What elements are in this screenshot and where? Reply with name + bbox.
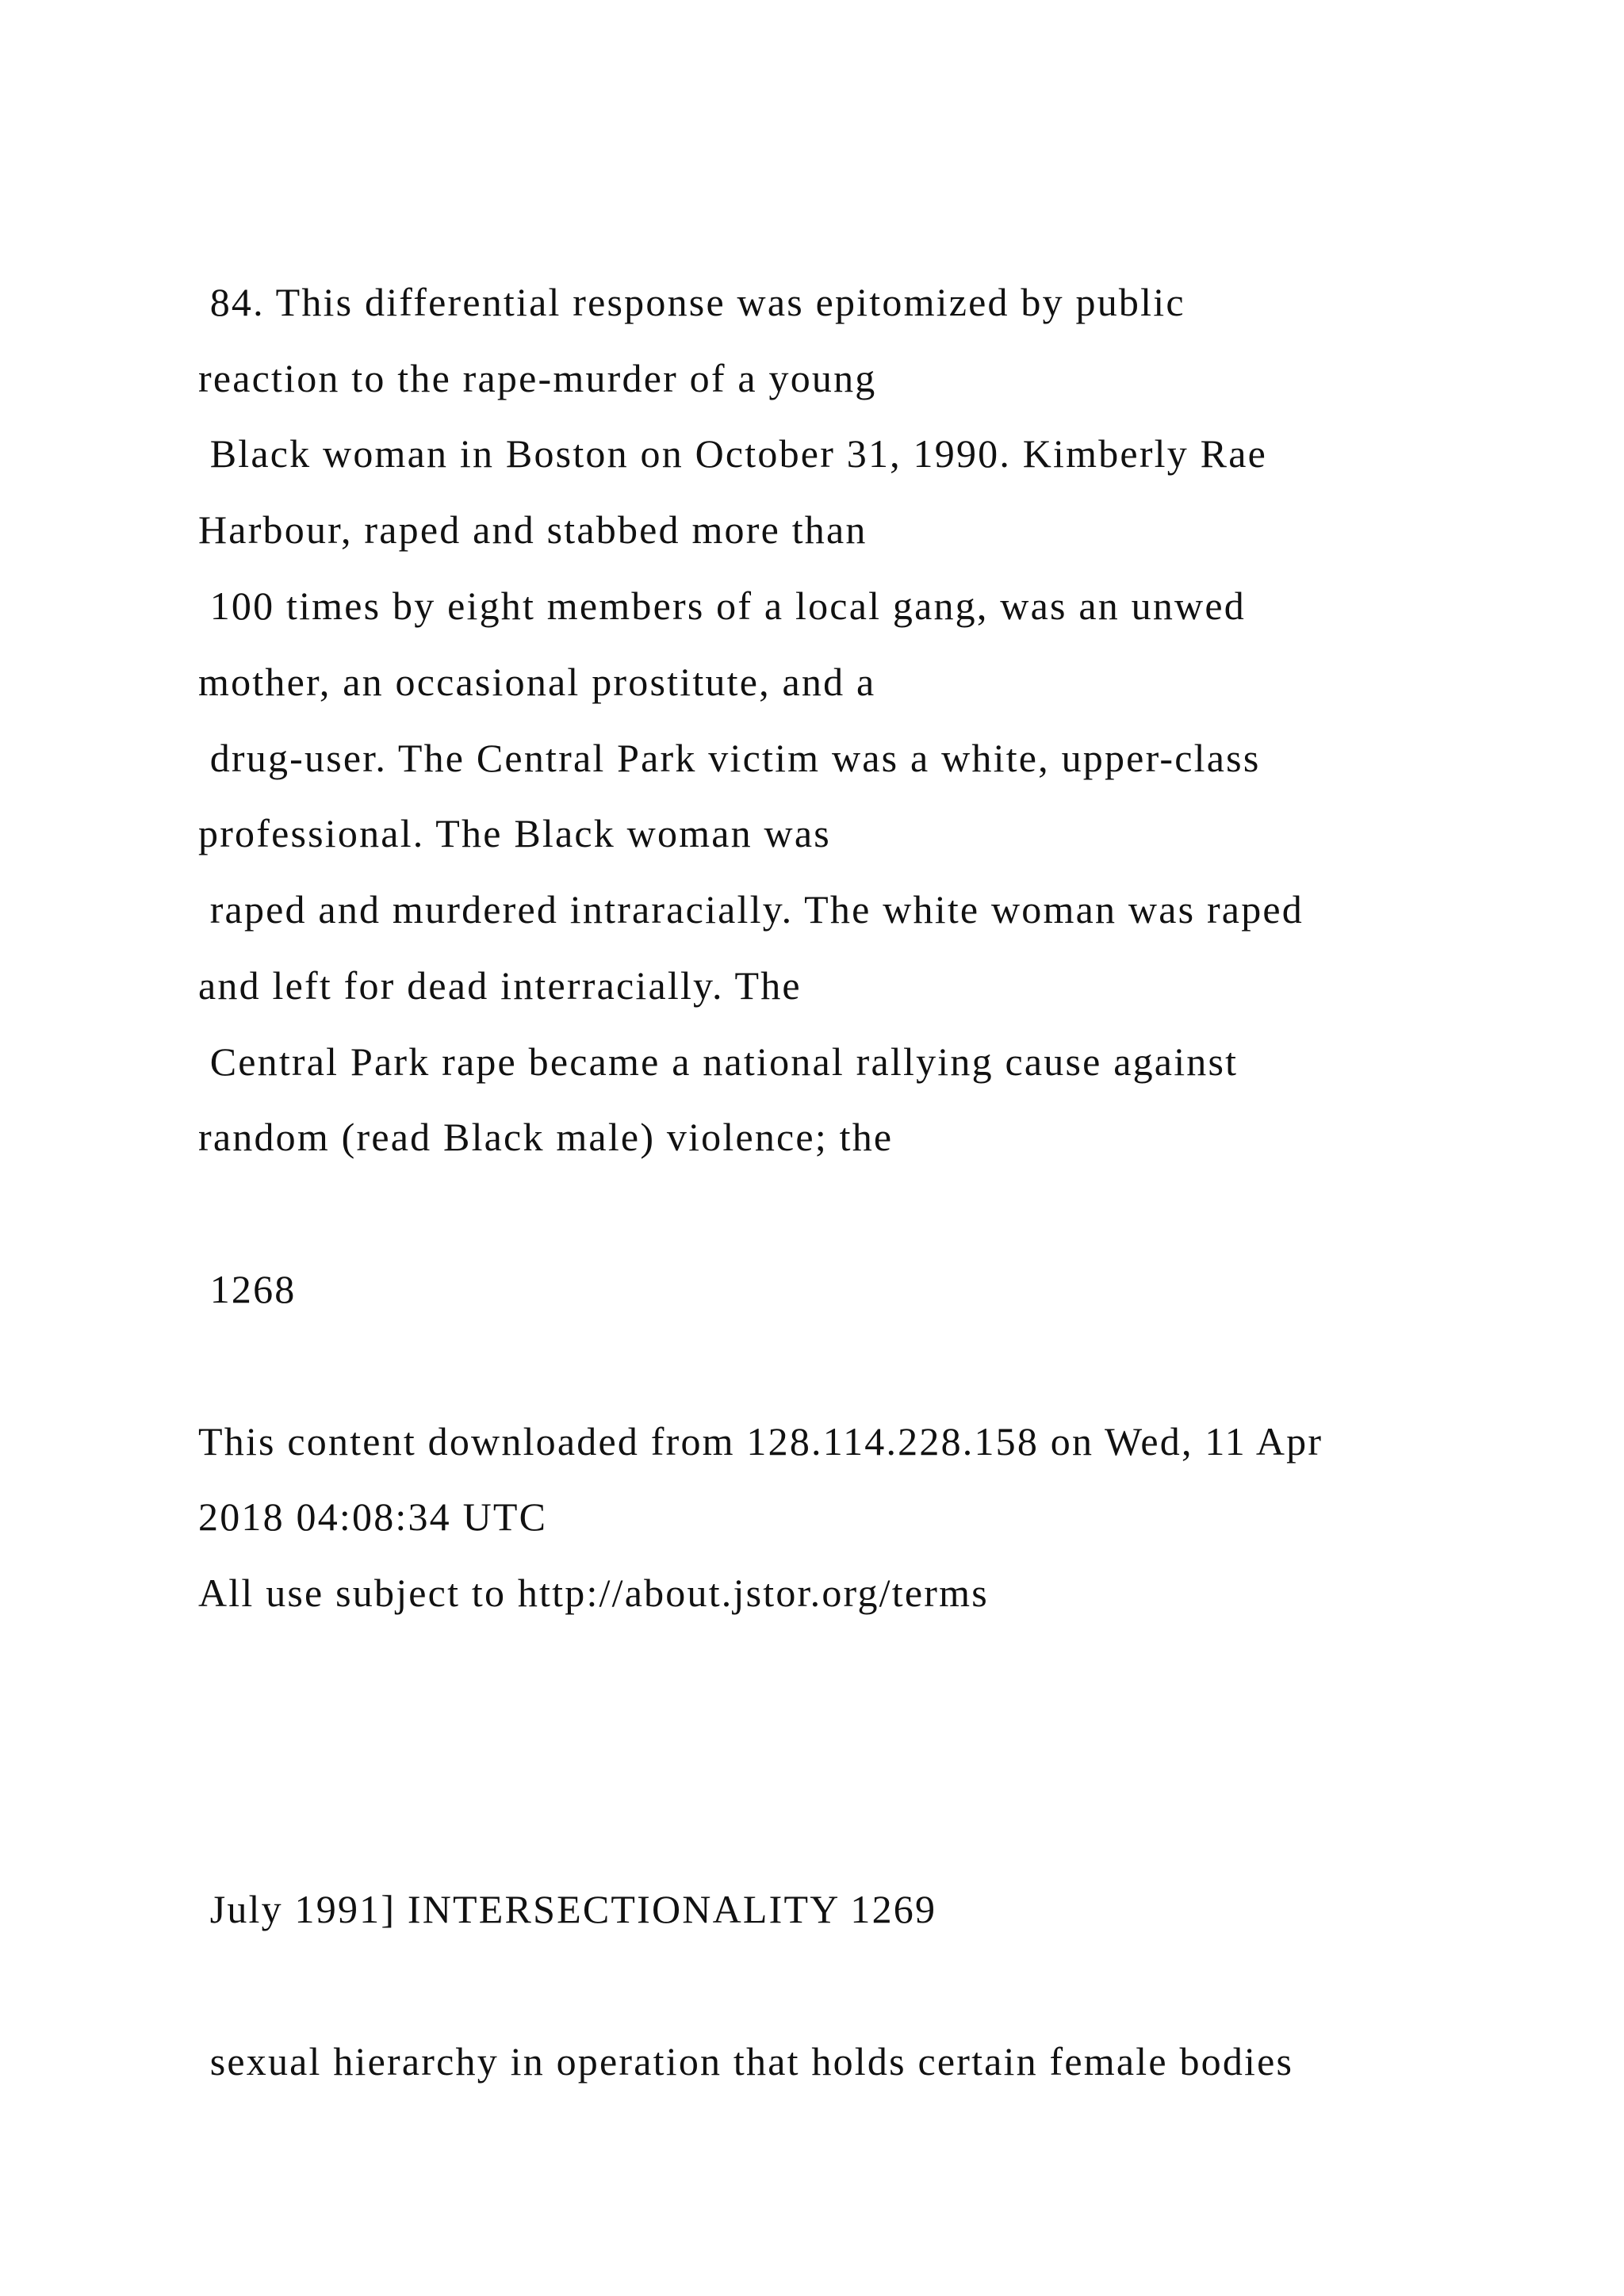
footnote-line: and left for dead interracially. The [198, 963, 802, 1008]
footnote-line: 100 times by eight members of a local gang, was an unwed [198, 584, 1246, 628]
page-number: 1268 [198, 1267, 297, 1311]
footnote-line: raped and murdered intraracially. The white woman was raped [198, 887, 1304, 932]
terms-notice-line: All use subject to http://about.jstor.org/terms [198, 1571, 989, 1615]
footnote-line: random (read Black male) violence; the [198, 1115, 894, 1159]
download-notice-line: 2018 04:08:34 UTC [198, 1494, 548, 1539]
footnote-line: Black woman in Boston on October 31, 1990. Kimberly Rae [198, 431, 1268, 476]
footnote-line: mother, an occasional prostitute, and a [198, 660, 876, 704]
footnote-line: 84. This differential response was epitomized by public [198, 280, 1185, 324]
download-notice-line: This content downloaded from 128.114.228.158 on Wed, 11 Apr [198, 1419, 1323, 1464]
footnote-line: reaction to the rape-murder of a young [198, 356, 877, 400]
running-header: July 1991] INTERSECTIONALITY 1269 [198, 1887, 937, 1931]
footnote-line: Central Park rape became a national rallying cause against [198, 1039, 1239, 1084]
footnote-line: professional. The Black woman was [198, 811, 831, 855]
footnote-line: drug-user. The Central Park victim was a white, upper-class [198, 736, 1261, 780]
footnote-line: Harbour, raped and stabbed more than [198, 507, 868, 552]
body-text-line: sexual hierarchy in operation that holds certain female bodies [198, 2039, 1294, 2084]
